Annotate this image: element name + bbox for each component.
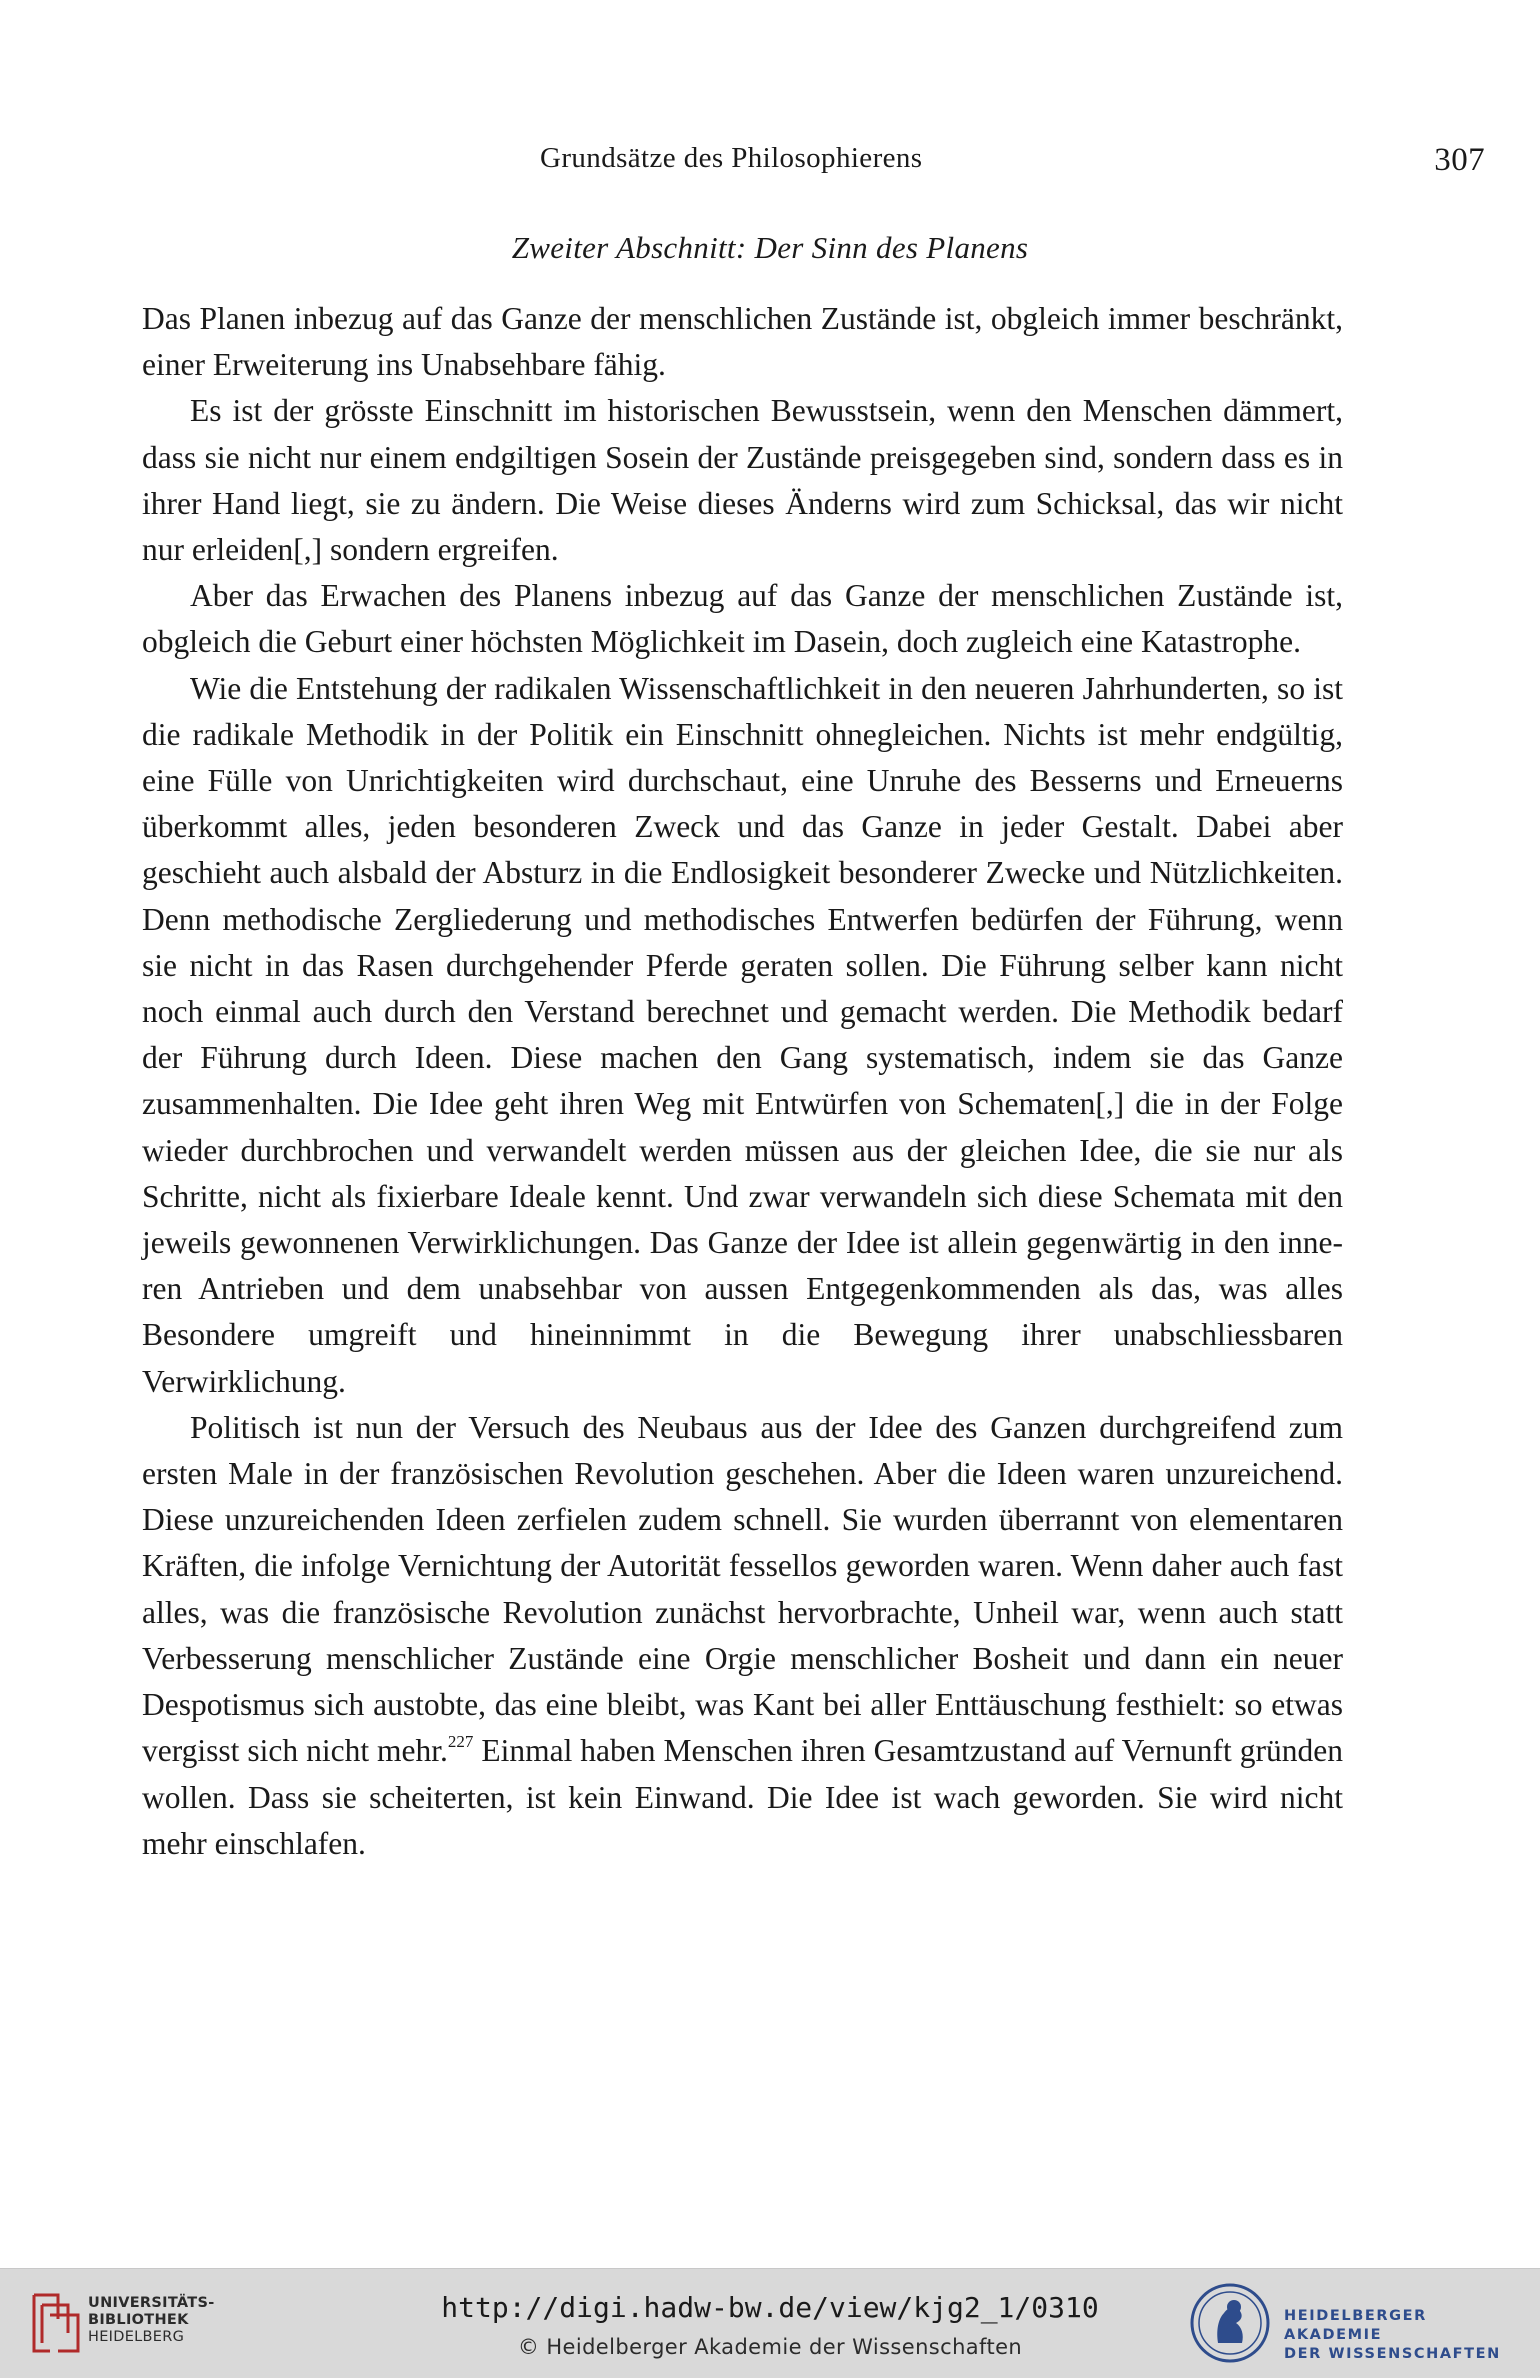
running-head <box>0 142 1485 182</box>
academy-line-1: HEIDELBERGER AKADEMIE <box>1284 2308 1427 2343</box>
ub-line-2: BIBLIOTHEK <box>88 2312 189 2328</box>
ub-line-1: UNIVERSITÄTS- <box>88 2295 215 2311</box>
academy-logo[interactable] <box>1188 2281 1528 2367</box>
paragraph-4: Wie die Entstehung der radikalen Wissenschaftlichkeit in den neueren Jahrhunderten, so ist die radikale Methodik in der Politik ein Einschnitt ohnegleichen. Nichts ist mehr endgültig, eine Fülle von Unrichtigkeiten wird durchschaut, eine Unruhe des Besserns und Erneuerns überkommt alles, jeden besonderen Zweck und das Ganze in jeder Gestalt. Dabei aber geschieht auch alsbald der Absturz in die Endlosigkeit besonderer Zwecke und Nützlichkeiten. Denn methodische Zergliederung und methodisches Entwerfen bedürfen der Führung, wenn sie nicht in das Rasen durchgehender Pferde geraten sollen. Die Führung selber kann nicht noch einmal auch durch den Verstand berechnet und gemacht werden. Die Methodik bedarf der Führung durch Ideen. Diese machen den Gang systematisch, indem sie das Ganze zusammenhalten. Die Idee geht ihren Weg mit Entwürfen von Schematen[,] die in der Folge wieder durchbrochen und verwandelt werden müssen aus der gleichen Idee, die sie nur als Schritte, nicht als fixierbare Ideale kennt. Und zwar verwandeln sich diese Schemata mit den jeweils gewonnenen Verwirklichungen. Das Ganze der Idee ist allein gegenwärtig in den inneren Antrieben und dem unabsehbar von aussen Entgegenkommenden als das, was alles Besondere umgreift und hineinnimmt in die Bewegung ihrer unabschliessbaren Verwirklichung. <box>142 670 1343 1399</box>
page-number: 307 <box>1434 142 1485 178</box>
body-text <box>142 296 1343 1867</box>
ub-line-3: HEIDELBERG <box>88 2329 185 2345</box>
paragraph-5-tail: Einmal haben Menschen ihren Gesamtzustand auf Vernunft gründen wollen. Dass sie scheiterten, ist kein Einwand. Die Idee ist wach geworden. Sie wird nicht mehr einschlafen. <box>142 1733 1343 1861</box>
paragraph-1: Das Planen inbezug auf das Ganze der menschlichen Zustände ist, obgleich immer beschränkt, einer Erweiterung ins Unabsehbare fähig. <box>142 301 1343 383</box>
academy-seal-icon <box>1188 2281 1272 2365</box>
running-title: Grundsätze des Philosophierens <box>540 142 923 174</box>
paragraph-3: Aber das Erwachen des Planens inbezug auf das Ganze der menschlichen Zustände ist, obgleich die Geburt einer höchsten Möglichkeit im Dasein, doch zugleich eine Katastrophe. <box>142 578 1343 660</box>
academy-line-2: DER WISSENSCHAFTEN <box>1284 2346 1501 2362</box>
paragraph-5 <box>142 1405 1343 1867</box>
paragraph-5-text: Politisch ist nun der Versuch des Neubaus aus der Idee des Ganzen durchgreifend zum ersten Male in der französischen Revolution geschehen. Aber die Ideen waren unzureichend. Diese unzureichenden Ideen zerfielen zudem schnell. Sie wurden überrannt von elementaren Kräften, die infolge Vernichtung der Autorität fessellos geworden waren. Wenn daher auch fast alles, was die französische Revolution zunächst hervorbrachte, Unheil war, wenn auch statt Verbesserung menschlicher Zustände eine Orgie menschlicher Bosheit und dann ein neuer Despotismus sich austobte, das eine bleibt, was Kant bei aller Enttäuschung festhielt: so etwas vergisst sich nicht mehr. <box>142 1409 1343 1769</box>
copyright-notice: © Heidelberger Akademie der Wissenschaften <box>517 2335 1023 2359</box>
viewer-footer <box>0 2268 1540 2378</box>
paragraph-2: Es ist der grösste Einschnitt im historischen Bewusstsein, wenn den Menschen dämmert, dass sie nicht nur einem endgiltigen Sosein der Zustände preisgegeben sind, sondern dass es in ihrer Hand liegt, sie zu ändern. Die Weise dieses Änderns wird zum Schicksal, das wir nicht nur erleiden[,] sondern ergreifen. <box>142 393 1343 568</box>
section-title: Zweiter Abschnitt: Der Sinn des Planens <box>511 230 1029 265</box>
permalink-url[interactable]: http://digi.hadw-bw.de/view/kjg2_1/0310 <box>441 2291 1099 2324</box>
academy-name <box>1284 2307 1528 2364</box>
footnote-marker[interactable]: 227 <box>447 1732 474 1752</box>
